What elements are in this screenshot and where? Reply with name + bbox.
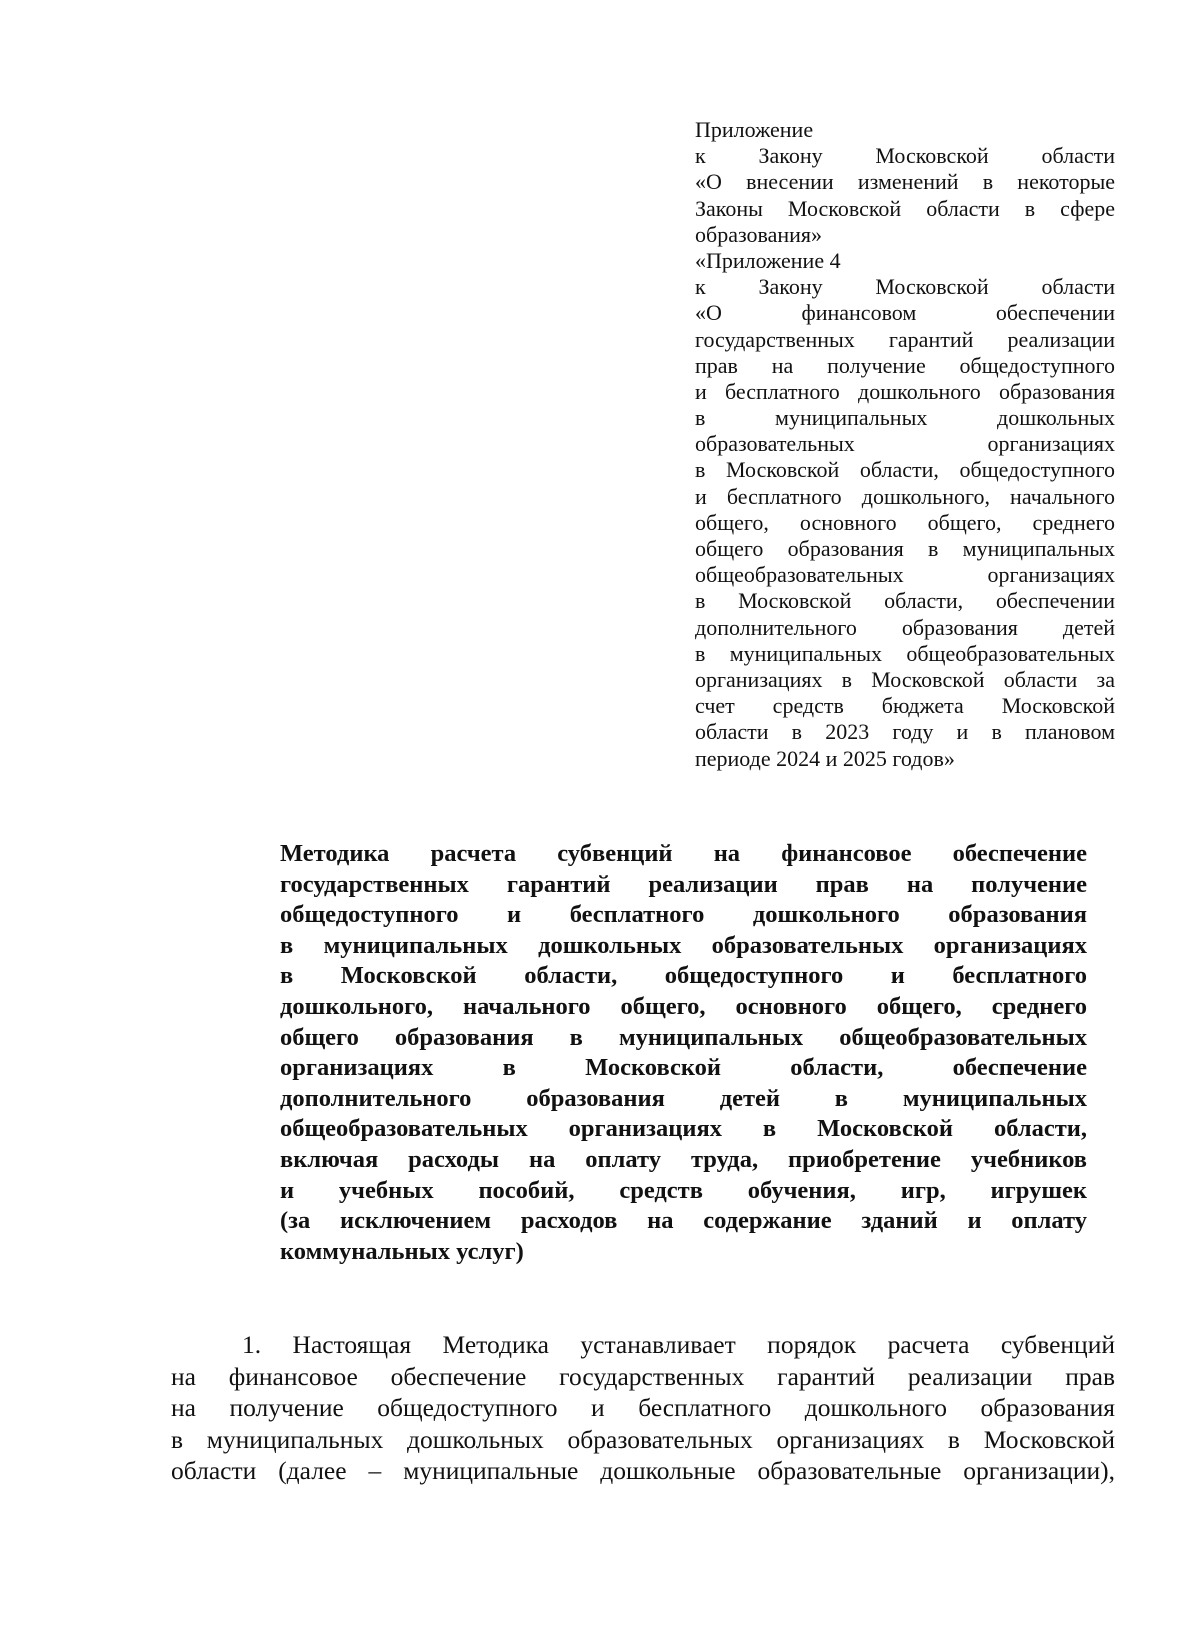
title-line: в Московской области, общедоступного и бесплатного [280,962,1087,990]
appendix-line: к Закону Московской области [695,143,1115,169]
appendix-line: общего образования в муниципальных [695,536,1115,561]
title-line: общедоступного и бесплатного дошкольного образования [280,901,1087,929]
appendix-line: и бесплатного дошкольного, начального [695,483,1115,509]
title-line: общеобразовательных организациях в Московской области, [280,1115,1087,1143]
body-paragraph [171,1329,1115,1487]
title-line: Методика расчета субвенций на финансовое обеспечение [280,840,1087,867]
appendix-line: и бесплатного дошкольного образования [695,378,1115,404]
body-line: на финансовое обеспечение государственных гарантий реализации прав [171,1361,1115,1391]
appendix-line: области в 2023 году и в плановом [695,719,1115,745]
appendix-line: «Приложение 4 [695,247,841,273]
title-line: (за исключением расходов на содержание зданий и оплату [280,1207,1087,1235]
body-line: на получение общедоступного и бесплатного дошкольного образования [171,1393,1115,1422]
appendix-line: общего, основного общего, среднего [695,509,1115,535]
title-line: дошкольного, начального общего, основного общего, среднего [280,992,1087,1020]
appendix-header [695,117,1115,772]
appendix-line: «О внесении изменений в некоторые [695,169,1115,195]
appendix-line: Приложение [695,117,814,142]
appendix-line: дополнительного образования детей [695,614,1115,640]
appendix-line: в муниципальных дошкольных [695,405,1115,431]
appendix-line: счет средств бюджета Московской [695,693,1115,719]
appendix-line: «О финансовом обеспечении [695,300,1115,326]
appendix-line: в муниципальных общеобразовательных [695,640,1115,666]
title-line: и учебных пособий, средств обучения, игр, игрушек [280,1176,1087,1204]
body-line: в муниципальных дошкольных образовательных организациях в Московской [171,1424,1115,1454]
document-title [280,839,1087,1267]
appendix-line: организациях в Московской области за [695,666,1115,692]
title-line: включая расходы на оплату труда, приобретение учебников [280,1145,1087,1173]
appendix-line: образовательных организациях [695,431,1115,457]
title-line: общего образования в муниципальных общеобразовательных [280,1023,1087,1051]
body-line: 1. Настоящая Методика устанавливает порядок расчета субвенций [242,1330,1115,1359]
title-line: в муниципальных дошкольных образовательных организациях [280,931,1087,959]
appendix-line: общеобразовательных организациях [695,562,1115,588]
appendix-line: в Московской области, общедоступного [695,457,1115,483]
title-line: организациях в Московской области, обеспечение [280,1054,1087,1082]
title-line: коммунальных услуг) [280,1237,524,1265]
title-line: государственных гарантий реализации прав на получение [280,870,1087,898]
appendix-line: образования» [695,221,823,247]
appendix-line: прав на получение общедоступного [695,352,1115,378]
appendix-line: к Закону Московской области [695,274,1115,300]
body-line: области (далее – муниципальные дошкольные образовательные организации), [171,1456,1115,1485]
appendix-line: государственных гарантий реализации [695,326,1115,352]
appendix-line: периоде 2024 и 2025 годов» [695,745,955,771]
appendix-line: Законы Московской области в сфере [695,195,1115,221]
appendix-line: в Московской области, обеспечении [695,588,1115,614]
title-line: дополнительного образования детей в муниципальных [280,1084,1087,1112]
